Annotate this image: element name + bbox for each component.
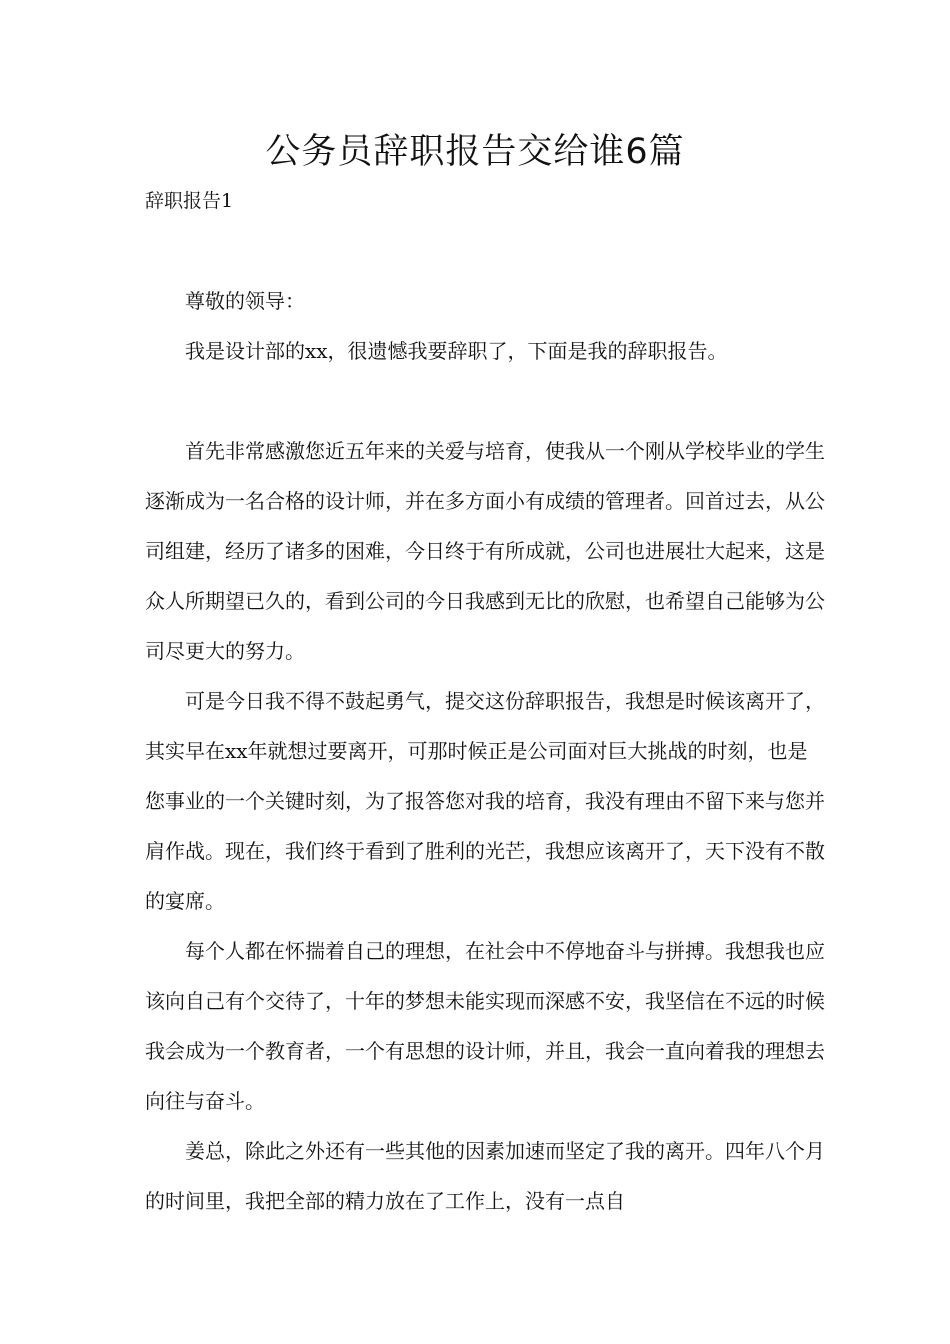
body-paragraph: 首先非常感激您近五年来的关爱与培育，使我从一个刚从学校毕业的学生逐渐成为一名合格的设计师，并在多方面小有成绩的管理者。回首过去，从公司组建，经历了诸多的困难，今日终于有所成就，公司也进展壮大起来，这是众人所期望已久的，看到公司的今日我感到无比的欣慰，也希望自己能够为公司尽更大的努力。 [145,439,825,663]
body-paragraph: 姜总，除此之外还有一些其他的因素加速而坚定了我的离开。四年八个月的时间里，我把全部的精力放在了工作上，没有一点自 [145,1139,825,1213]
document-title: 公务员辞职报告交给谁6篇 [265,132,685,172]
body-paragraph: 每个人都在怀揣着自己的理想，在社会中不停地奋斗与拼搏。我想我也应该向自己有个交待了，十年的梦想未能实现而深感不安，我坚信在不远的时候我会成为一个教育者，一个有思想的设计师，并且，我会一直向着我的理想去向往与奋斗。 [145,939,825,1113]
salutation: 尊敬的领导： [185,289,305,313]
body-paragraph: 可是今日我不得不鼓起勇气，提交这份辞职报告，我想是时候该离开了，其实早在xx年就想过要离开，可那时候正是公司面对巨大挑战的时刻，也是您事业的一个关键时刻，为了报答您对我的培育，我没有理由不留下来与您并肩作战。现在，我们终于看到了胜利的光芒，我想应该离开了，天下没有不散的宴席。 [145,689,825,913]
section-heading: 辞职报告1 [145,190,234,212]
intro-paragraph: 我是设计部的xx，很遗憾我要辞职了，下面是我的辞职报告。 [185,339,728,363]
